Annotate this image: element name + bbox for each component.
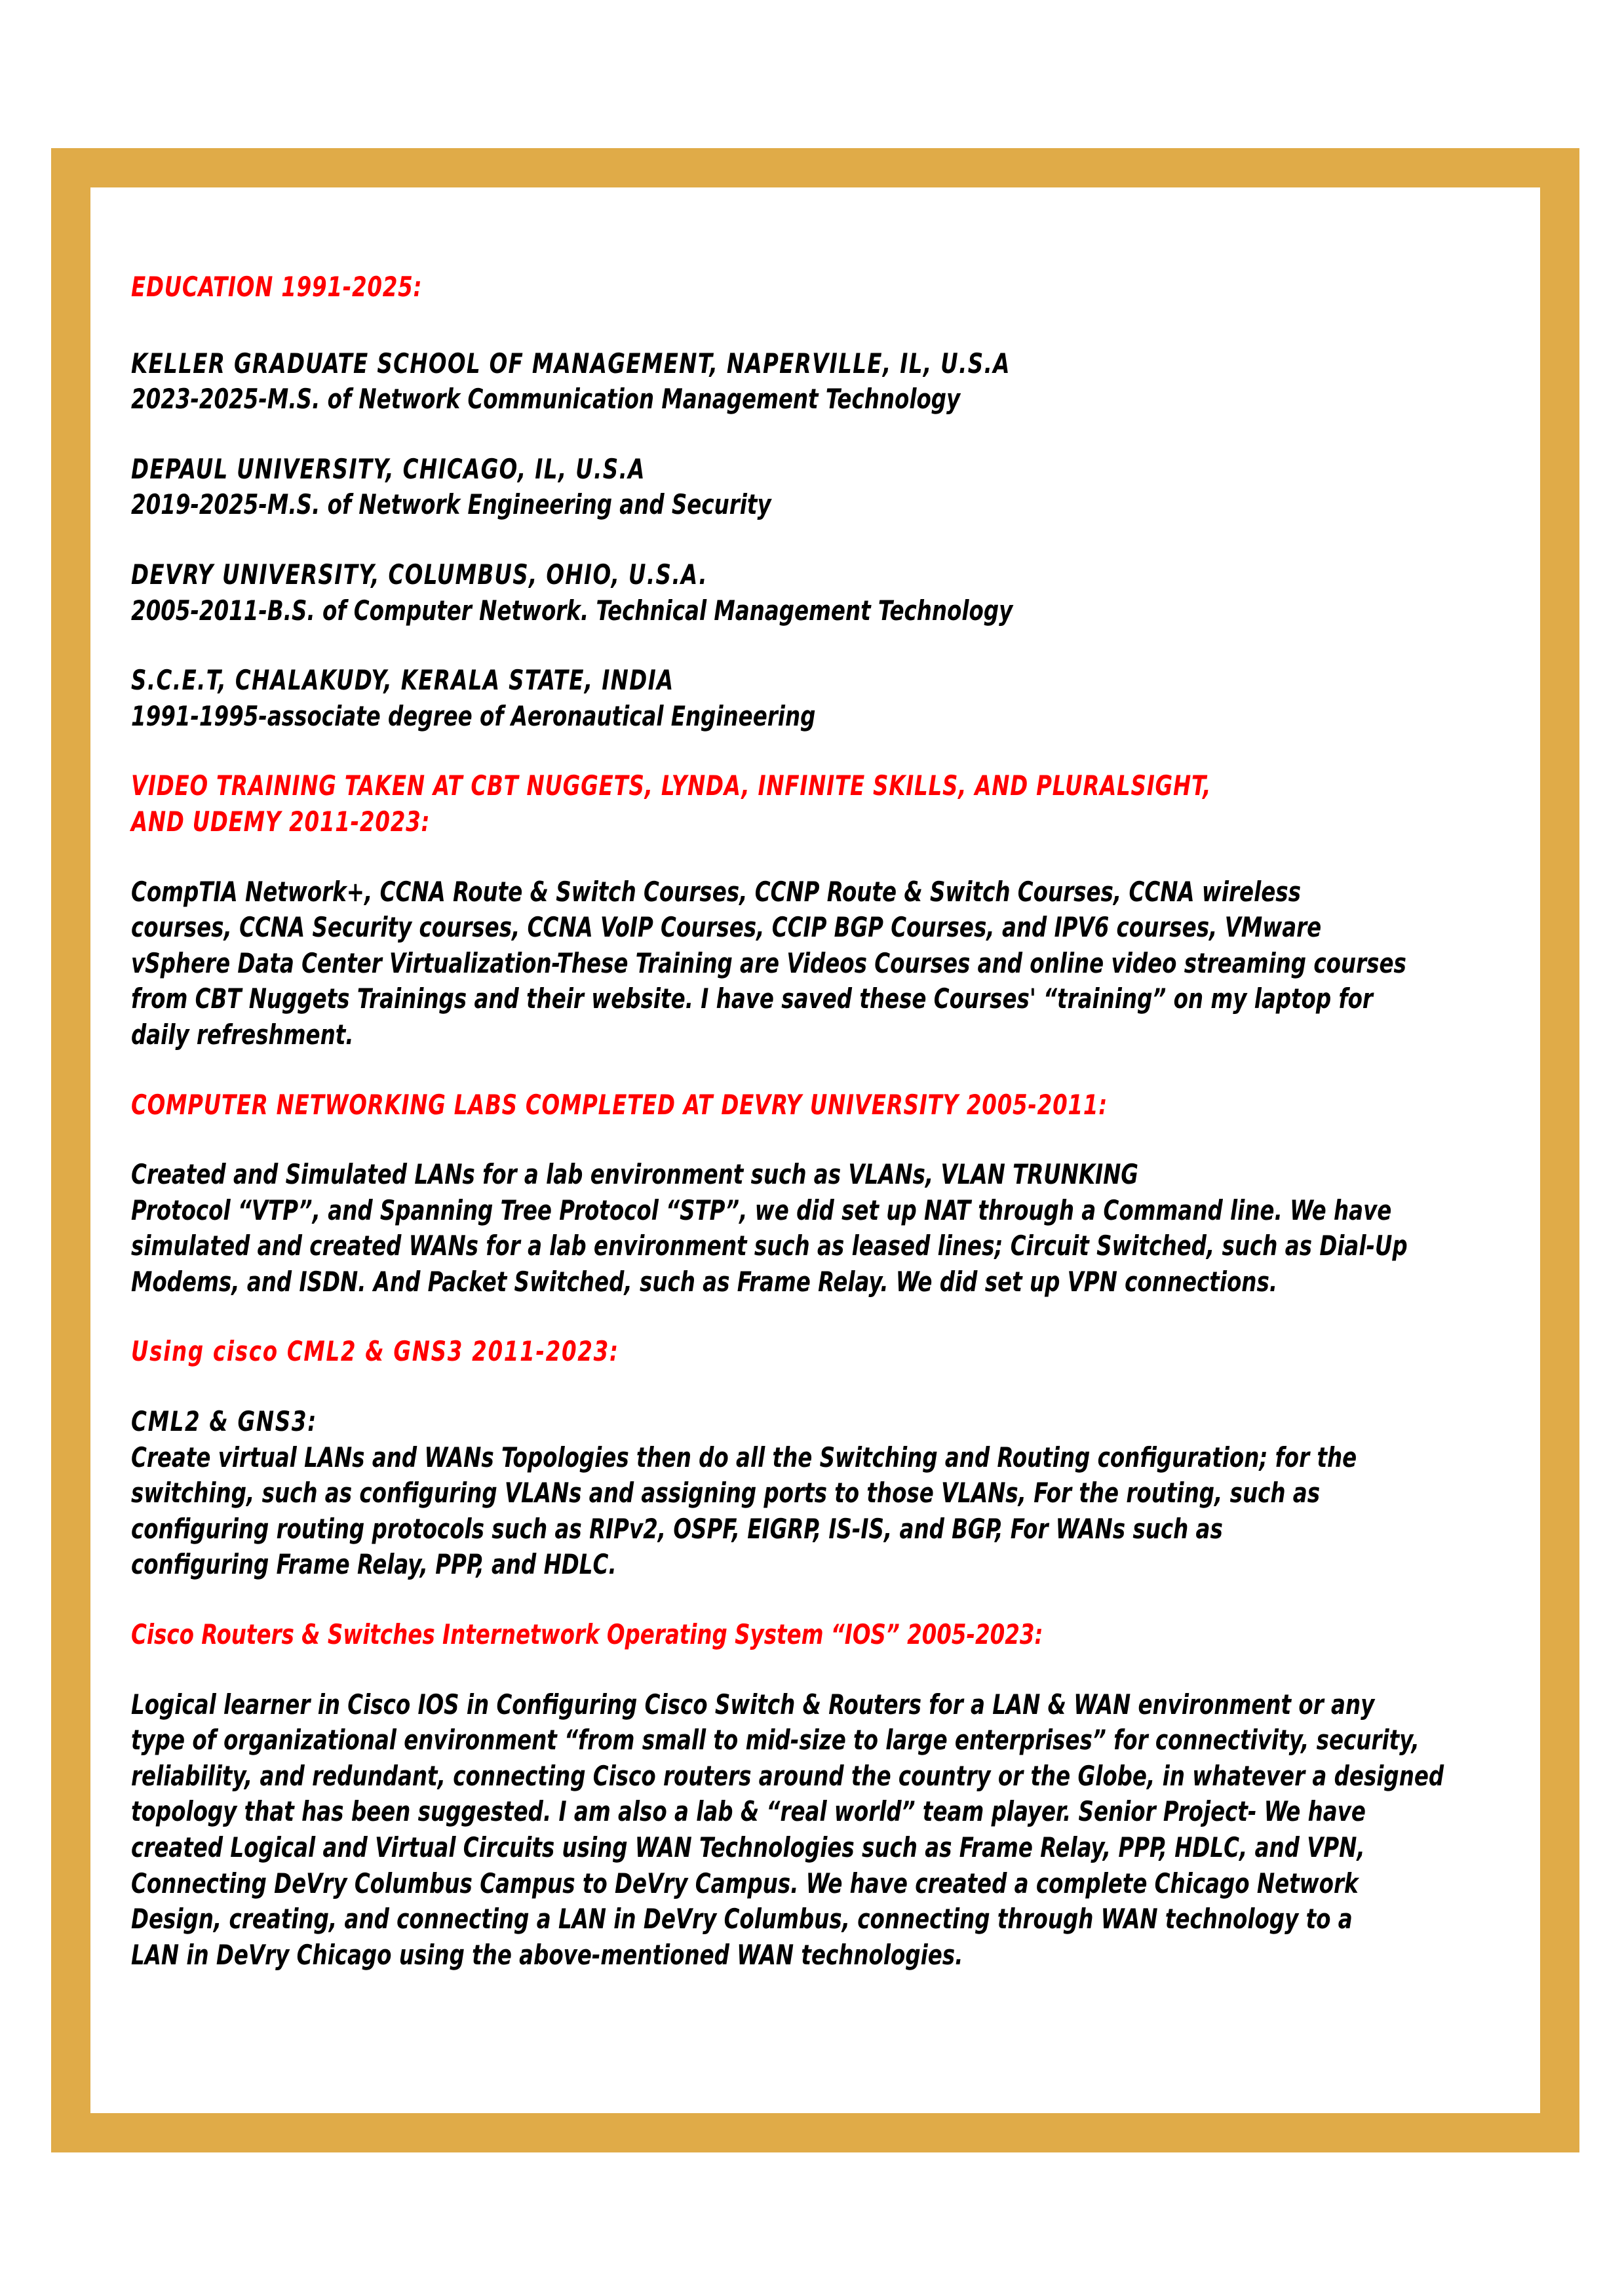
- cisco-ios-body-line-5: created Logical and Virtual Circuits using WAN Technologies such as Frame Relay, PPP, HDLC, and VPN,: [131, 1831, 1365, 1863]
- spacer: [131, 1123, 1509, 1157]
- page-border-frame: [51, 148, 1579, 2152]
- cml-gns3-subheading: CML2 & GNS3:: [131, 1405, 317, 1438]
- networking-labs-body: [131, 1157, 1509, 1300]
- spacer: [131, 1653, 1509, 1687]
- networking-labs-body-line-3: simulated and created WANs for a lab environment such as leased lines; Circuit Switched, such as Dial-Up: [131, 1230, 1408, 1262]
- cisco-ios-body-line-1: Logical learner in Cisco IOS in Configuring Cisco Switch & Routers for a LAN & WAN environment or any: [131, 1688, 1375, 1721]
- networking-labs-body-line-4: Modems, and ISDN. And Packet Switched, such as Frame Relay. We did set up VPN connections.: [131, 1265, 1278, 1298]
- cisco-ios-heading: Cisco Routers & Switches Internetwork Operating System “IOS” 2005-2023:: [131, 1618, 1043, 1651]
- page-content-area: [90, 187, 1540, 2113]
- education-entry-2-school: DEPAUL UNIVERSITY, CHICAGO, IL, U.S.A: [131, 452, 646, 485]
- cisco-ios-body-line-6: Connecting DeVry Columbus Campus to DeVry Campus. We have created a complete Chicago Network: [131, 1867, 1359, 1899]
- cml-gns3-heading: Using cisco CML2 & GNS3 2011-2023:: [131, 1335, 619, 1368]
- education-entry-4-degree: 1991-1995-associate degree of Aeronautical Engineering: [131, 699, 816, 732]
- education-entry-3-degree: 2005-2011-B.S. of Computer Network. Technical Management Technology: [131, 594, 1013, 627]
- networking-labs-heading: COMPUTER NETWORKING LABS COMPLETED AT DEVRY UNIVERSITY 2005-2011:: [131, 1088, 1108, 1121]
- spacer: [131, 1053, 1509, 1087]
- cml-gns3-body-line-4: configuring Frame Relay, PPP, and HDLC.: [131, 1548, 617, 1581]
- cisco-ios-body-line-4: topology that has been suggested. I am also a lab & “real world” team player. Senior Project- We have: [131, 1795, 1366, 1828]
- cml-gns3-body: [131, 1440, 1509, 1583]
- networking-labs-body-line-2: Protocol “VTP”, and Spanning Tree Protocol “STP”, we did set up NAT through a Command line. We have: [131, 1194, 1392, 1226]
- networking-labs-body-line-1: Created and Simulated LANs for a lab environment such as VLANs, VLAN TRUNKING: [131, 1158, 1138, 1191]
- cml-gns3-body-line-2: switching, such as configuring VLANs and assigning ports to those VLANs, For the routing, such as: [131, 1477, 1321, 1509]
- education-entry-1-school: KELLER GRADUATE SCHOOL OF MANAGEMENT, NAPERVILLE, IL, U.S.A: [131, 347, 1011, 379]
- spacer: [131, 1300, 1509, 1334]
- cisco-ios-body-line-7: Design, creating, and connecting a LAN in DeVry Columbus, connecting through WAN technology to a: [131, 1903, 1353, 1936]
- education-heading: EDUCATION 1991-2025:: [131, 271, 423, 303]
- spacer: [131, 418, 1509, 452]
- video-training-body-line-3: vSphere Data Center Virtualization-These Training are Videos Courses and online video streaming courses: [131, 946, 1406, 979]
- education-entry-2-degree: 2019-2025-M.S. of Network Engineering and Security: [131, 488, 771, 521]
- spacer: [131, 523, 1509, 557]
- spacer: [131, 840, 1509, 874]
- cisco-ios-body-line-2: type of organizational environment “from small to mid-size to large enterprises” for connectivity, security,: [131, 1724, 1420, 1757]
- spacer: [131, 305, 1509, 346]
- education-entry-4-school: S.C.E.T, CHALAKUDY, KERALA STATE, INDIA: [131, 664, 674, 697]
- video-training-heading-line-1: VIDEO TRAINING TAKEN AT CBT NUGGETS, LYNDA, INFINITE SKILLS, AND PLURALSIGHT,: [131, 769, 1212, 802]
- video-training-body-line-4: from CBT Nuggets Trainings and their website. I have saved these Courses' “training” on my laptop for: [131, 983, 1373, 1015]
- video-training-body: [131, 874, 1509, 1053]
- video-training-body-line-1: CompTIA Network+, CCNA Route & Switch Courses, CCNP Route & Switch Courses, CCNA wireless: [131, 875, 1301, 908]
- cisco-ios-body-line-3: reliability, and redundant, connecting Cisco routers around the country or the Globe, in whatever a designed: [131, 1759, 1444, 1792]
- education-entry-1-degree: 2023-2025-M.S. of Network Communication Management Technology: [131, 383, 961, 416]
- cml-gns3-body-line-3: configuring routing protocols such as RIPv2, OSPF, EIGRP, IS-IS, and BGP, For WANs such as: [131, 1512, 1223, 1545]
- cisco-ios-body-line-8: LAN in DeVry Chicago using the above-mentioned WAN technologies.: [131, 1938, 963, 1971]
- spacer: [131, 734, 1509, 768]
- cisco-ios-body: [131, 1687, 1509, 1974]
- education-entry-3-school: DEVRY UNIVERSITY, COLUMBUS, OHIO, U.S.A.: [131, 558, 708, 591]
- cml-gns3-body-line-1: Create virtual LANs and WANs Topologies then do all the Switching and Routing configuration; for the: [131, 1441, 1357, 1473]
- resume-body: [131, 269, 1509, 1973]
- spacer: [131, 629, 1509, 663]
- video-training-body-line-2: courses, CCNA Security courses, CCNA VoIP Courses, CCIP BGP Courses, and IPV6 courses, VMware: [131, 911, 1322, 944]
- spacer: [131, 1583, 1509, 1617]
- video-training-heading-line-2: AND UDEMY 2011-2023:: [131, 805, 431, 838]
- video-training-body-line-5: daily refreshment.: [131, 1018, 354, 1051]
- spacer: [131, 1370, 1509, 1404]
